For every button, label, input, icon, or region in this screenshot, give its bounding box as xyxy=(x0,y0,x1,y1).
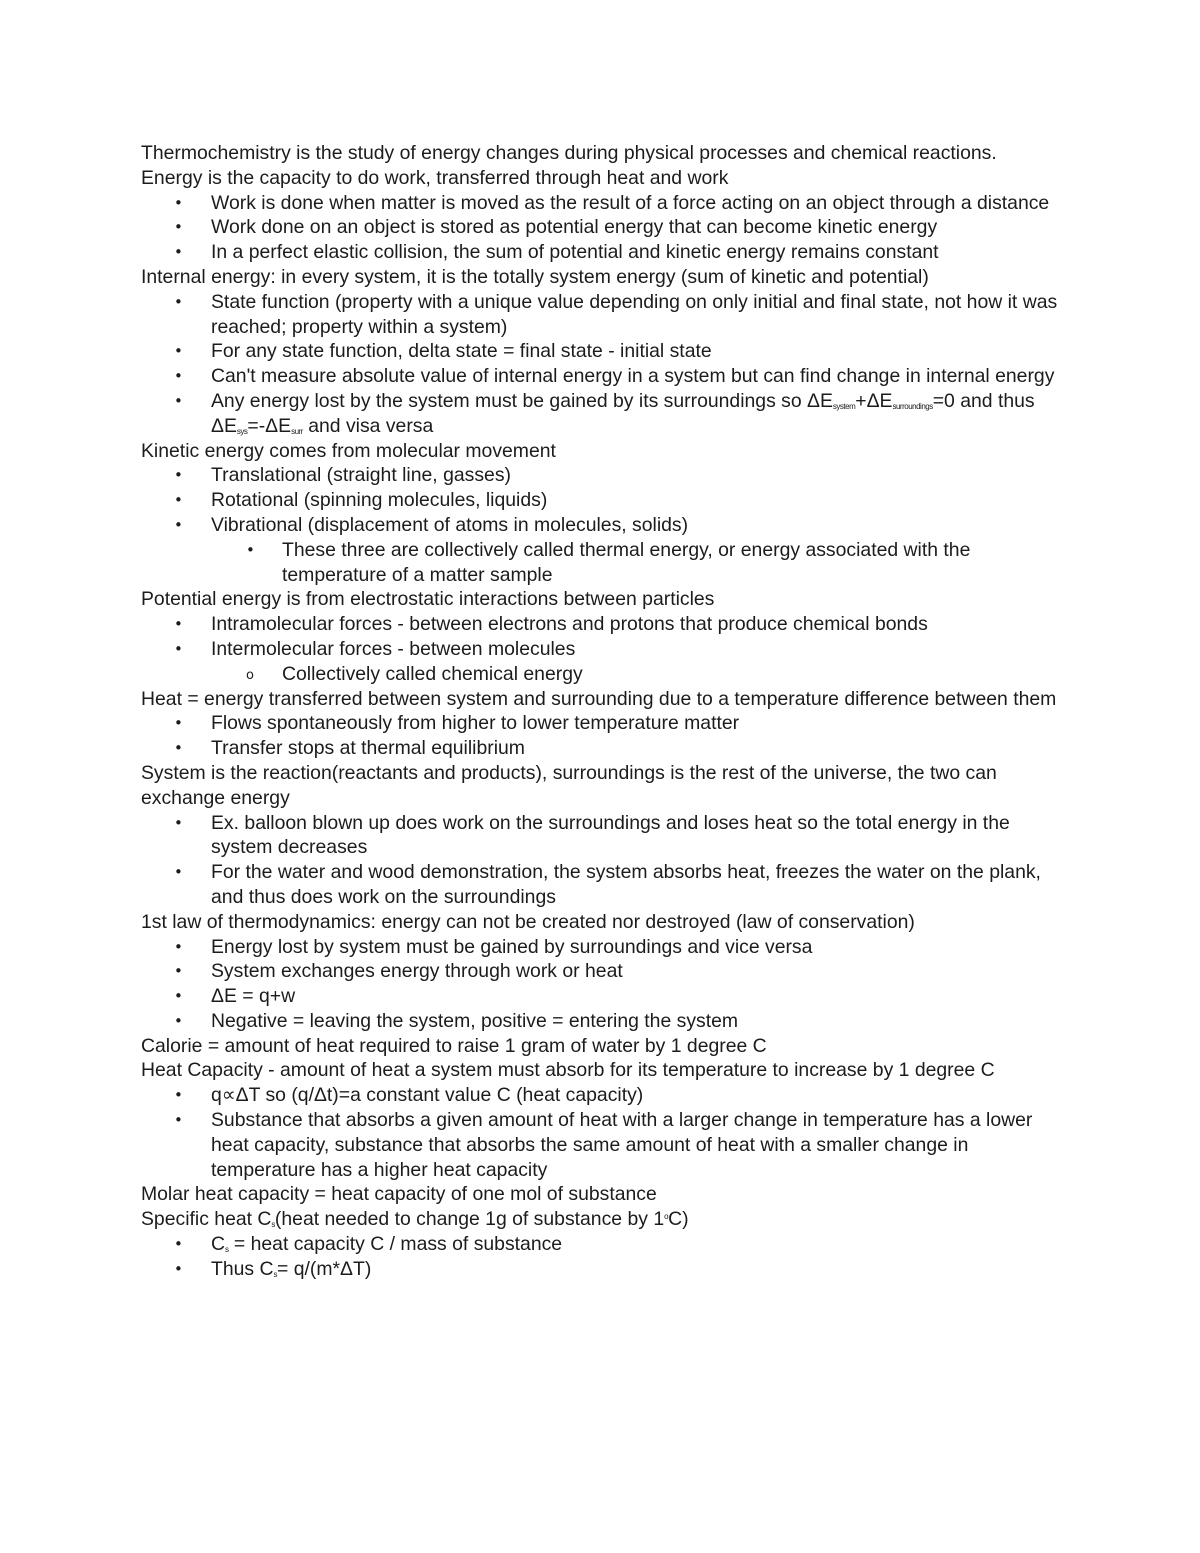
list-item xyxy=(141,389,1071,439)
list-item xyxy=(141,215,1071,240)
list-item-text: Work is done when matter is moved as the result of a force acting on an object through a distance xyxy=(211,191,1050,214)
list-item-text xyxy=(211,1258,371,1280)
list-item-text: For any state function, delta state = final state - initial state xyxy=(211,340,712,363)
list-item-text: Intermolecular forces - between molecules xyxy=(211,637,576,660)
bullet-icon: • xyxy=(174,937,183,956)
list-item-text: Transfer stops at thermal equilibrium xyxy=(211,737,525,760)
bullet-icon: • xyxy=(174,1111,183,1130)
paragraph-first-law: 1st law of thermodynamics: energy can not be created nor destroyed (law of conservation) xyxy=(141,910,915,933)
subscript: system xyxy=(832,401,856,411)
bullet-icon: • xyxy=(174,714,183,733)
paragraph-kinetic-energy: Kinetic energy comes from molecular movement xyxy=(141,439,556,462)
text-run: (heat needed to change 1g of substance by 1 xyxy=(274,1208,665,1231)
list-item xyxy=(141,637,1071,662)
list-item-text: Ex. balloon blown up does work on the surroundings and loses heat so the total energy in the system decreases xyxy=(211,811,1010,859)
text-run: and visa versa xyxy=(302,414,434,437)
bullet-icon: • xyxy=(174,1259,183,1278)
bullet-icon: • xyxy=(174,863,183,882)
sub-list-item xyxy=(141,538,1071,588)
paragraph-thermochemistry: Thermochemistry is the study of energy changes during physical processes and chemical reactions. xyxy=(141,142,997,164)
bullet-icon: • xyxy=(174,243,183,262)
list-item-text: In a perfect elastic collision, the sum of potential and kinetic energy remains constant xyxy=(211,241,939,264)
subscript: s xyxy=(271,1220,275,1230)
list-item-text: Translational (straight line, gasses) xyxy=(211,464,511,487)
list-item-text: Rotational (spinning molecules, liquids) xyxy=(211,489,548,512)
subscript: sys xyxy=(236,426,248,436)
document-body xyxy=(141,141,1071,1282)
superscript: o xyxy=(664,1212,669,1222)
list-item xyxy=(141,1257,1071,1282)
bullet-icon: • xyxy=(174,367,183,386)
bullet-icon: • xyxy=(174,1011,183,1030)
list-item-text: For the water and wood demonstration, the system absorbs heat, freezes the water on the plank, and thus does work on the surroundings xyxy=(211,861,1041,908)
list-item-text: Energy lost by system must be gained by surroundings and vice versa xyxy=(211,935,813,958)
list-item xyxy=(141,711,1071,736)
list-item-text: Vibrational (displacement of atoms in molecules, solids) xyxy=(211,513,689,536)
list-item-text: Can't measure absolute value of internal energy in a system but can find change in internal energy xyxy=(211,365,1055,388)
list-item-text: Intramolecular forces - between electrons and protons that produce chemical bonds xyxy=(211,613,928,636)
text-run: Thus C xyxy=(211,1257,274,1280)
bullet-icon: • xyxy=(174,218,183,237)
bullet-icon: • xyxy=(174,466,183,485)
list-item xyxy=(141,984,1071,1009)
list-item-text: These three are collectively called thermal energy, or energy associated with the temperature of a matter sample xyxy=(282,538,971,586)
text-run: C) xyxy=(668,1208,689,1231)
circle-bullet-icon: o xyxy=(246,667,254,683)
subscript: surr xyxy=(291,426,303,436)
bullet-icon: • xyxy=(246,540,255,559)
bullet-icon: • xyxy=(174,639,183,658)
paragraph-potential-energy: Potential energy is from electrostatic interactions between particles xyxy=(141,588,715,611)
list-item xyxy=(141,513,1071,538)
list-item-text xyxy=(211,1233,562,1255)
bullet-icon: • xyxy=(174,1235,183,1254)
bullet-icon: • xyxy=(174,987,183,1006)
list-item xyxy=(141,1009,1071,1034)
bullet-icon: • xyxy=(174,193,183,212)
text-run: =0 and thus ΔE xyxy=(211,389,1035,437)
paragraph-energy: Energy is the capacity to do work, transferred through heat and work xyxy=(141,166,729,189)
text-run: =-ΔE xyxy=(247,414,292,437)
bullet-icon: • xyxy=(174,962,183,981)
text-run: Specific heat C xyxy=(141,1208,272,1231)
list-item xyxy=(141,240,1071,265)
paragraph-molar-heat-capacity: Molar heat capacity = heat capacity of one mol of substance xyxy=(141,1183,657,1206)
subscript: surroundings xyxy=(892,401,933,411)
paragraph-internal-energy: Internal energy: in every system, it is the totally system energy (sum of kinetic and potential) xyxy=(141,265,929,288)
list-item xyxy=(141,935,1071,960)
paragraph-specific-heat xyxy=(141,1207,1071,1232)
list-item xyxy=(141,364,1071,389)
list-item-text: Collectively called chemical energy xyxy=(282,662,583,685)
list-item-text: Work done on an object is stored as potential energy that can become kinetic energy xyxy=(211,216,938,239)
list-item xyxy=(141,959,1071,984)
list-item-text: Flows spontaneously from higher to lower temperature matter xyxy=(211,712,740,735)
bullet-icon: • xyxy=(174,391,183,410)
list-item xyxy=(141,463,1071,488)
list-item-text: State function (property with a unique value depending on only initial and final state, not how it was reached; property within a system) xyxy=(211,290,1058,338)
list-item xyxy=(141,612,1071,637)
text-run: C xyxy=(211,1233,226,1256)
paragraph-system: System is the reaction(reactants and products), surroundings is the rest of the universe, the two can exchange energy xyxy=(141,761,997,809)
list-item xyxy=(141,191,1071,216)
paragraph-calorie: Calorie = amount of heat required to raise 1 gram of water by 1 degree C xyxy=(141,1034,767,1057)
text-run: +ΔE xyxy=(855,389,893,412)
bullet-icon: • xyxy=(174,739,183,758)
list-item xyxy=(141,488,1071,513)
list-item-text xyxy=(211,390,1035,437)
bullet-icon: • xyxy=(174,813,183,832)
bullet-icon: • xyxy=(174,515,183,534)
list-item xyxy=(141,1232,1071,1257)
list-item xyxy=(141,860,1071,910)
paragraph-heat: Heat = energy transferred between system and surrounding due to a temperature difference between them xyxy=(141,687,1057,710)
subscript: s xyxy=(225,1245,229,1255)
list-item xyxy=(141,1083,1071,1108)
list-item xyxy=(141,811,1071,861)
text-run: = heat capacity C / mass of substance xyxy=(228,1233,563,1256)
list-item-text: System exchanges energy through work or heat xyxy=(211,960,623,983)
text-run: Any energy lost by the system must be gained by its surroundings so ΔE xyxy=(211,389,833,412)
list-item xyxy=(141,290,1071,340)
list-item-text: Negative = leaving the system, positive = entering the system xyxy=(211,1009,739,1032)
list-item-text: ΔE = q+w xyxy=(211,985,296,1008)
bullet-icon: • xyxy=(174,292,183,311)
bullet-icon: • xyxy=(174,491,183,510)
list-item xyxy=(141,339,1071,364)
sub-list-item xyxy=(141,662,1071,687)
bullet-icon: • xyxy=(174,1086,183,1105)
list-item xyxy=(141,1108,1071,1182)
bullet-icon: • xyxy=(174,342,183,361)
text-run: = q/(m*ΔT) xyxy=(277,1257,372,1280)
list-item-text: Substance that absorbs a given amount of heat with a larger change in temperature has a lower heat capacity, substance that absorbs the same amount of heat with a smaller change in temperature has a higher heat capacity xyxy=(211,1109,1033,1181)
subscript: s xyxy=(273,1269,277,1279)
bullet-icon: • xyxy=(174,615,183,634)
paragraph-heat-capacity: Heat Capacity - amount of heat a system must absorb for its temperature to increase by 1 degree C xyxy=(141,1059,995,1082)
list-item xyxy=(141,736,1071,761)
list-item-text: q∝ΔT so (q/Δt)=a constant value C (heat capacity) xyxy=(211,1084,644,1107)
